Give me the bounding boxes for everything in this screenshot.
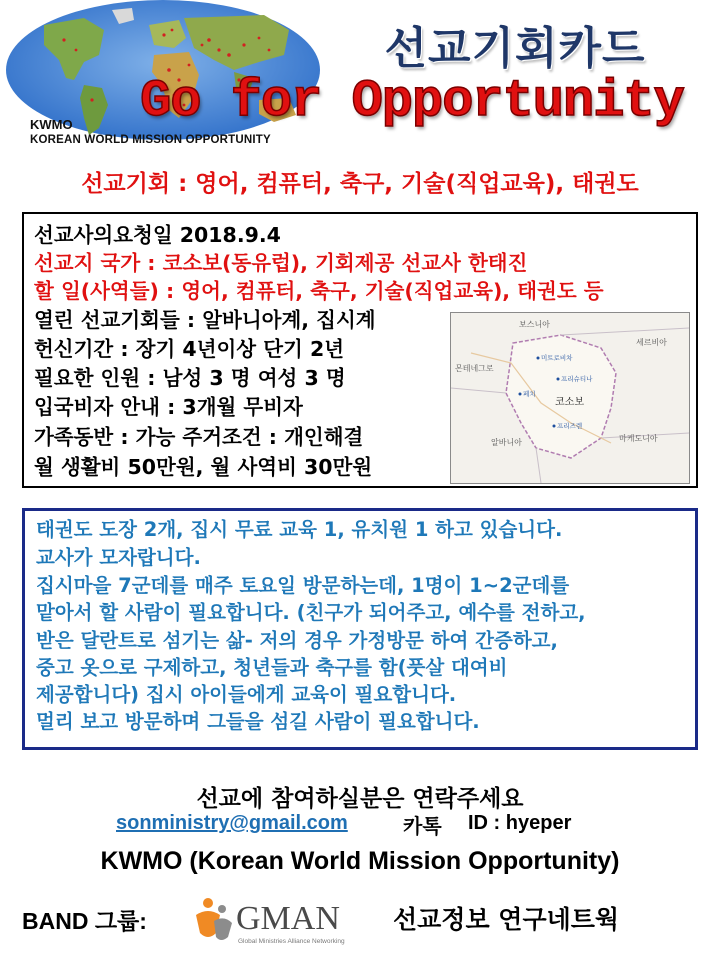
map-label-pec: 페치 <box>523 390 536 398</box>
band-label: BAND 그룹: <box>22 908 147 934</box>
desc-line: 중고 옷으로 구제하고, 청년들과 축구를 함(풋살 대여비 <box>36 656 508 679</box>
desc-line: 멀리 보고 방문하며 그들을 섬길 사람이 필요합니다. <box>36 710 480 733</box>
map-label-macedonia: 마케도니아 <box>619 434 658 443</box>
map-label-albania: 알바니아 <box>491 438 522 447</box>
map-label-serbia: 세르비아 <box>636 338 667 347</box>
mission-country: 선교지 국가 : 코소보(동유럽), 기회제공 선교사 한태진 <box>34 251 528 275</box>
map-label-pristina: 프리슈티나 <box>561 375 593 383</box>
kosovo-map <box>450 312 690 484</box>
desc-line: 맡아서 할 사람이 필요합니다. (친구가 되어주고, 예수를 전하고, <box>36 601 586 624</box>
desc-line: 집시마을 7군데를 매주 토요일 방문하는데, 1명이 1~2군데를 <box>36 574 570 597</box>
commitment-period: 헌신기간 : 장기 4년이상 단기 2년 <box>34 337 345 361</box>
main-title: 선교기회카드 <box>384 23 646 74</box>
contact-email-link[interactable]: sonministry@gmail.com <box>116 812 348 834</box>
desc-line: 태권도 도장 2개, 집시 무료 교육 1, 유치원 1 하고 있습니다. <box>36 518 563 541</box>
kakao-id: ID : hyeper <box>468 812 572 834</box>
desc-line: 교사가 모자랍니다. <box>36 546 201 569</box>
desc-line: 받은 달란트로 섬기는 삶- 저의 경우 가정방문 하여 간증하고, <box>36 629 558 652</box>
map-label-bosnia: 보스니아 <box>519 320 550 329</box>
gman-logo-text: GMAN <box>236 900 340 937</box>
desc-line: 제공합니다) 집시 아이들에게 교육이 필요합니다. <box>36 683 457 706</box>
description-box <box>22 508 698 750</box>
kakao-label: 카톡 <box>403 814 442 838</box>
org-fullname-small: KOREAN WORLD MISSION OPPORTUNITY <box>30 134 271 146</box>
map-label-montenegro: 몬테네그로 <box>455 364 494 373</box>
gman-figure-icon <box>196 898 232 940</box>
request-date: 선교사의요청일 2018.9.4 <box>34 223 281 247</box>
people-needed: 필요한 인원 : 남성 3 명 여성 3 명 <box>34 366 346 390</box>
ministries: 할 일(사역들) : 영어, 컴퓨터, 축구, 기술(직업교육), 태권도 등 <box>34 279 604 303</box>
open-opportunities: 열린 선교기회들 : 알바니아계, 집시계 <box>34 308 376 332</box>
gman-logo-tagline: Global Ministries Alliance Networking <box>238 938 345 945</box>
org-abbreviation: KWMO <box>30 117 73 132</box>
network-name: 선교정보 연구네트웍 <box>393 905 620 934</box>
map-label-kosovo: 코소보 <box>555 397 584 408</box>
contact-invite: 선교에 참여하실분은 연락주세요 <box>196 786 524 812</box>
monthly-costs: 월 생활비 50만원, 월 사역비 30만원 <box>34 455 373 479</box>
family-housing: 가족동반 : 가능 주거조건 : 개인해결 <box>34 425 364 449</box>
visa-info: 입국비자 안내 : 3개월 무비자 <box>34 395 303 419</box>
map-label-mitrovica: 미트로비차 <box>541 354 573 362</box>
org-fullname: KWMO (Korean World Mission Opportunity) <box>100 847 620 875</box>
map-label-prizren: 프리즈렌 <box>557 422 583 430</box>
sub-title: Go for Opportunity <box>140 72 684 131</box>
gman-logo <box>190 893 380 949</box>
opportunity-summary: 선교기회 : 영어, 컴퓨터, 축구, 기술(직업교육), 태권도 <box>81 171 639 197</box>
